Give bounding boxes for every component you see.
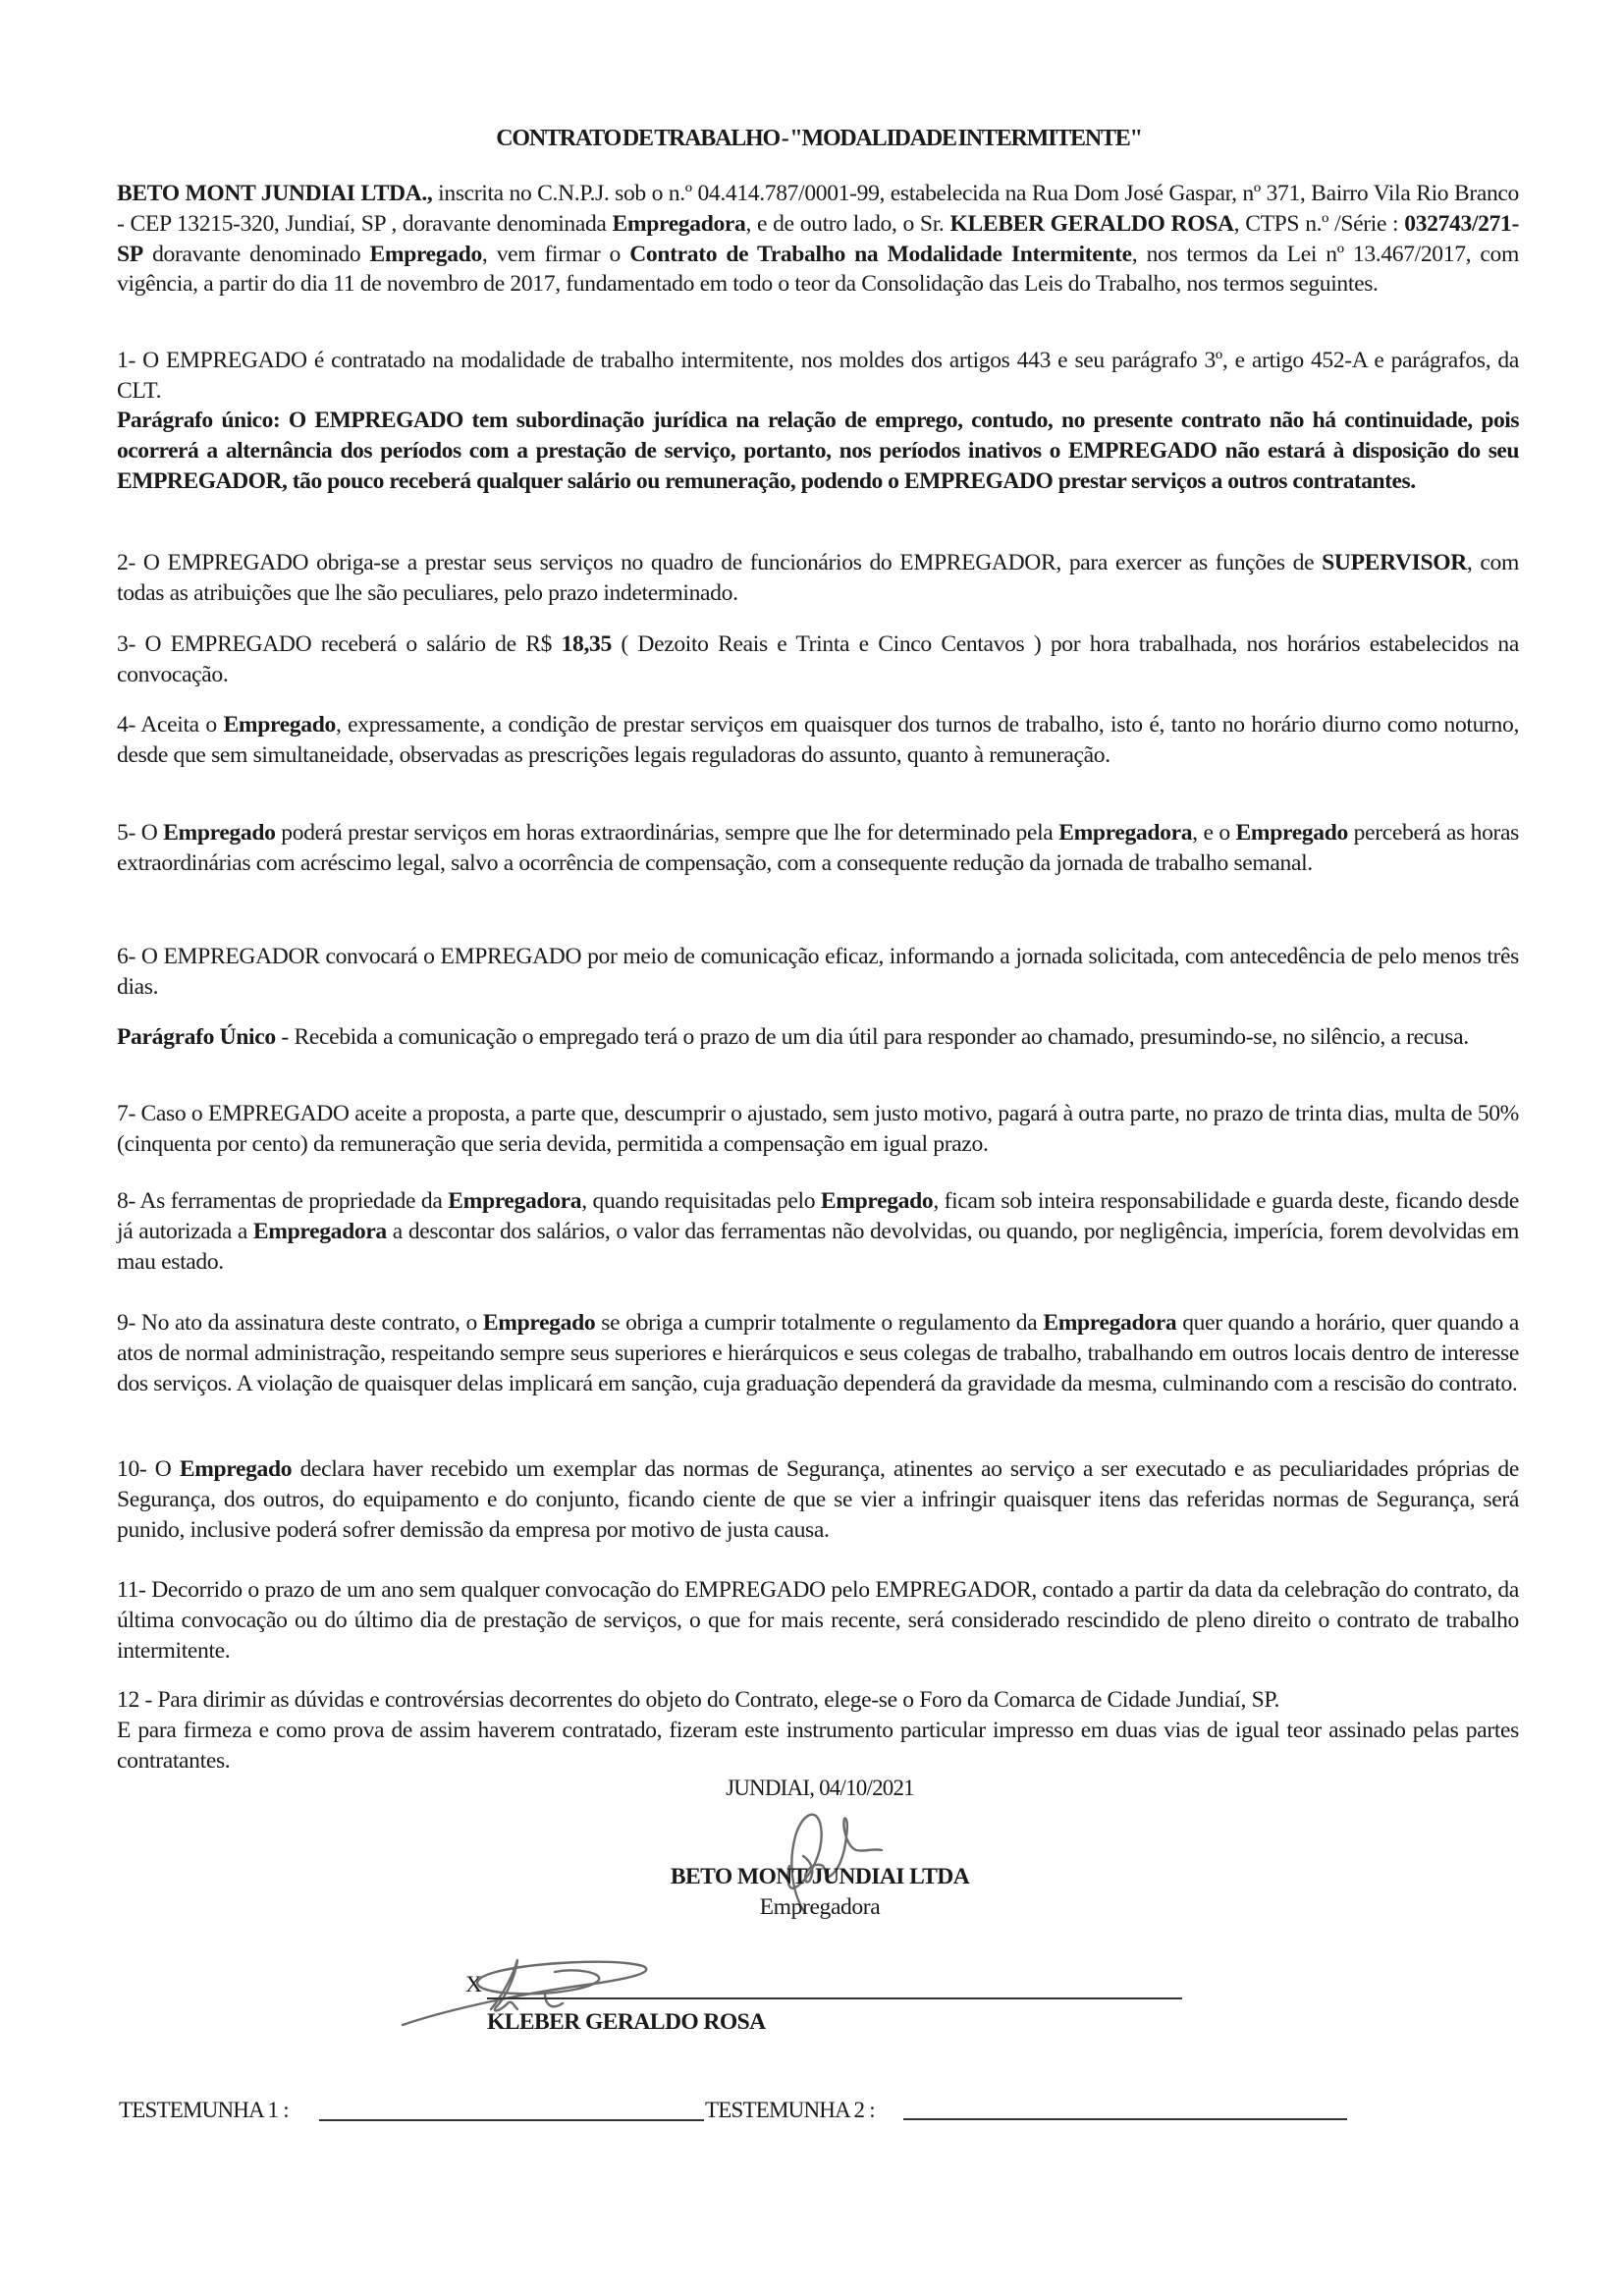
- text: 4- Aceita o: [117, 712, 224, 738]
- bold-text: 18,35: [561, 631, 612, 657]
- paragraph-clause-8: [117, 1186, 1519, 1277]
- paragraph-clause-11: [117, 1575, 1519, 1666]
- text: 1- O EMPREGADO é contratado na modalidade de trabalho intermitente, nos moldes dos artigos 443 e seu parágrafo 3º, e artigo 452-A e parágrafos, da CLT.: [117, 348, 1519, 404]
- bold-text: Parágrafo único: O EMPREGADO tem subordinação jurídica na relação de emprego, contudo, no presente contrato não há continuidade, pois ocorrerá a alternância dos períodos com a prestação de serviço, portanto, nos períodos inativos o EMPREGADO não estará à disposição do seu EMPREGADOR, tão pouco receberá qualquer salário ou remuneração, podendo o EMPREGADO prestar serviços a outros contratantes.: [117, 408, 1519, 494]
- text: inscrita no C.N.P.J. sob o n.º 04.414.787/0001-99, estabelecida na Rua Dom José Gaspar, nº 371, Bairro Vila Rio Branco - CEP 13215-320, Jundiaí, SP , doravante denominada: [117, 181, 1519, 237]
- text: 12 - Para dirimir as dúvidas e controvérsias decorrentes do objeto do Contrato, elege-se o Foro da Comarca de Cidade Jundiaí, SP.: [117, 1687, 1280, 1713]
- text: 6- O EMPREGADOR convocará o EMPREGADO por meio de comunicação eficaz, informando a jornada solicitada, com antecedência de pelo menos três dias.: [117, 944, 1519, 1000]
- text: , expressamente, a condição de prestar serviços em quaisquer dos turnos de trabalho, isto é, tanto no horário diurno como noturno, desde que sem simultaneidade, observadas as prescrições legais reguladoras do assunto, quanto à remuneração.: [117, 712, 1519, 768]
- text: , com todas as atribuições que lhe são peculiares, pelo prazo indeterminado.: [117, 550, 1519, 606]
- bold-text: Empregadora: [448, 1188, 582, 1214]
- text: 2- O EMPREGADO obriga-se a prestar seus serviços no quadro de funcionários do EMPREGADOR, para exercer as funções de: [117, 550, 1323, 575]
- text: a descontar dos salários, o valor das ferramentas não devolvidas, ou quando, por negligência, imperícia, forem devolvidas em mau estado.: [117, 1218, 1520, 1275]
- text: ( Dezoito Reais e Trinta e Cinco Centavos ) por hora trabalhada, nos horários estabelecidos na convocação.: [117, 631, 1519, 687]
- text: perceberá as horas extraordinárias com acréscimo legal, salvo a ocorrência de compensação, com a consequente redução da jornada de trabalho semanal.: [117, 820, 1520, 876]
- bold-text: Empregadora: [612, 210, 746, 237]
- bold-text: BETO MONT JUNDIAI LTDA.,: [117, 181, 433, 206]
- text: , nos termos da Lei nº 13.467/2017, com vigência, a partir do dia 11 de novembro de 2017, fundamentado em todo o teor da Consolidação das Leis do Trabalho, nos termos seguintes.: [117, 241, 1519, 298]
- employer-role: Empregadora: [759, 1894, 881, 1920]
- bold-text: Empregadora: [1058, 820, 1193, 846]
- text: , e de outro lado, o Sr.: [745, 210, 950, 237]
- bold-text: Empregado: [1235, 820, 1348, 846]
- document-title: CONTRATO DE TRABALHO - "MODALIDADE INTERMITENTE": [496, 126, 1142, 151]
- text: se obriga a cumprir totalmente o regulamento da: [595, 1310, 1044, 1336]
- bold-text: Empregado: [223, 712, 336, 738]
- bold-text: Empregadora: [1043, 1310, 1177, 1336]
- employee-name: KLEBER GERALDO ROSA: [487, 2009, 766, 2035]
- paragraph-preamble: [117, 179, 1519, 300]
- text: , e o: [1192, 820, 1236, 846]
- text: declara haver recebido um exemplar das normas de Segurança, atinentes ao serviço a ser executado e as peculiaridades próprias de Segurança, dos outros, do equipamento e do conjunto, ficando ciente de que se vier a infringir quaisquer itens das referidas normas de Segurança, será punido, inclusive poderá sofrer demissão da empresa por motivo de justa causa.: [117, 1456, 1519, 1543]
- employer-name: BETO MONT JUNDIAI LTDA: [670, 1864, 970, 1889]
- paragraph-clause-6: [117, 942, 1519, 1003]
- text: , quando requisitadas pelo: [581, 1188, 821, 1214]
- paragraph-clause-1-paragrafo-unico: [117, 406, 1519, 496]
- paragraph-clause-3: [117, 629, 1519, 690]
- bold-text: SUPERVISOR: [1322, 550, 1467, 575]
- paragraph-clause-4: [117, 710, 1519, 771]
- paragraph-clause-10: [117, 1454, 1519, 1545]
- bold-text: Empregadora: [252, 1218, 387, 1244]
- employee-signature-line: [487, 1997, 1182, 1999]
- text: , ficam sob inteira responsabilidade e guarda deste, ficando desde já autorizada a: [117, 1188, 1520, 1244]
- text: 3- O EMPREGADO receberá o salário de R$: [117, 631, 562, 657]
- text: - Recebida a comunicação o empregado terá o prazo de um dia útil para responder ao chamado, presumindo-se, no silêncio, a recusa.: [275, 1024, 1469, 1050]
- text: 9- No ato da assinatura deste contrato, o: [117, 1310, 483, 1336]
- paragraph-clause-6-paragrafo-unico: [117, 1022, 1519, 1053]
- text: , vem firmar o: [481, 241, 630, 267]
- text: E para firmeza e como prova de assim haverem contratado, fizeram este instrumento particular impresso em duas vias de igual teor assinado pelas partes contratantes.: [117, 1718, 1519, 1774]
- witness-1-label: TESTEMUNHA 1 :: [119, 2098, 289, 2122]
- paragraph-clause-7: [117, 1099, 1519, 1160]
- paragraph-closing: [117, 1716, 1519, 1777]
- place-date: JUNDIAI, 04/10/2021: [726, 1776, 914, 1800]
- bold-text: Contrato de Trabalho na Modalidade Intermitente: [629, 241, 1132, 267]
- paragraph-clause-2: [117, 548, 1519, 609]
- bold-text: Empregado: [163, 820, 276, 846]
- paragraph-clause-9: [117, 1308, 1519, 1398]
- bold-text: KLEBER GERALDO ROSA: [949, 210, 1234, 237]
- bold-text: 032743/271-SP: [117, 210, 1519, 267]
- bold-text: Empregado: [369, 241, 482, 267]
- text: 10- O: [117, 1456, 180, 1482]
- paragraph-clause-5: [117, 818, 1519, 879]
- text: poderá prestar serviços em horas extraordinárias, sempre que lhe for determinado pela: [275, 820, 1059, 846]
- paragraph-clause-1: [117, 346, 1519, 407]
- witness-2-label: TESTEMUNHA 2 :: [705, 2098, 875, 2122]
- bold-text: Empregado: [482, 1310, 596, 1336]
- text: 7- Caso o EMPREGADO aceite a proposta, a parte que, descumprir o ajustado, sem justo motivo, pagará à outra parte, no prazo de trinta dias, multa de 50% (cinquenta por cento) da remuneração que seria devida, permitida a compensação em igual prazo.: [117, 1101, 1519, 1157]
- paragraph-clause-12: [117, 1685, 1519, 1716]
- text: 5- O: [117, 820, 164, 846]
- text: , CTPS n.º /Série :: [1233, 210, 1405, 237]
- bold-text: Empregado: [820, 1188, 934, 1214]
- text: 8- As ferramentas de propriedade da: [117, 1188, 449, 1214]
- bold-text: Parágrafo Único: [117, 1024, 276, 1050]
- text: doravante denominado: [142, 241, 370, 267]
- witness-1-line: [319, 2119, 704, 2121]
- witness-2-line: [903, 2118, 1347, 2120]
- text: quer quando a horário, quer quando a atos de normal administração, respeitando sempre seus superiores e hierárquicos e seus colegas de trabalho, trabalhando em outros locais dentro de interesse dos serviços. A violação de quaisquer delas implicará em sanção, cuja graduação dependerá da gravidade da mesma, culminando com a rescisão do contrato.: [117, 1310, 1519, 1396]
- text: 11- Decorrido o prazo de um ano sem qualquer convocação do EMPREGADO pelo EMPREGADOR, contado a partir da data da celebração do contrato, da última convocação ou do último dia de prestação de serviços, o que for mais recente, será considerado rescindido de pleno direito o contrato de trabalho intermitente.: [117, 1577, 1519, 1664]
- bold-text: Empregado: [179, 1456, 293, 1482]
- employee-signature-mark: X: [465, 1972, 483, 1997]
